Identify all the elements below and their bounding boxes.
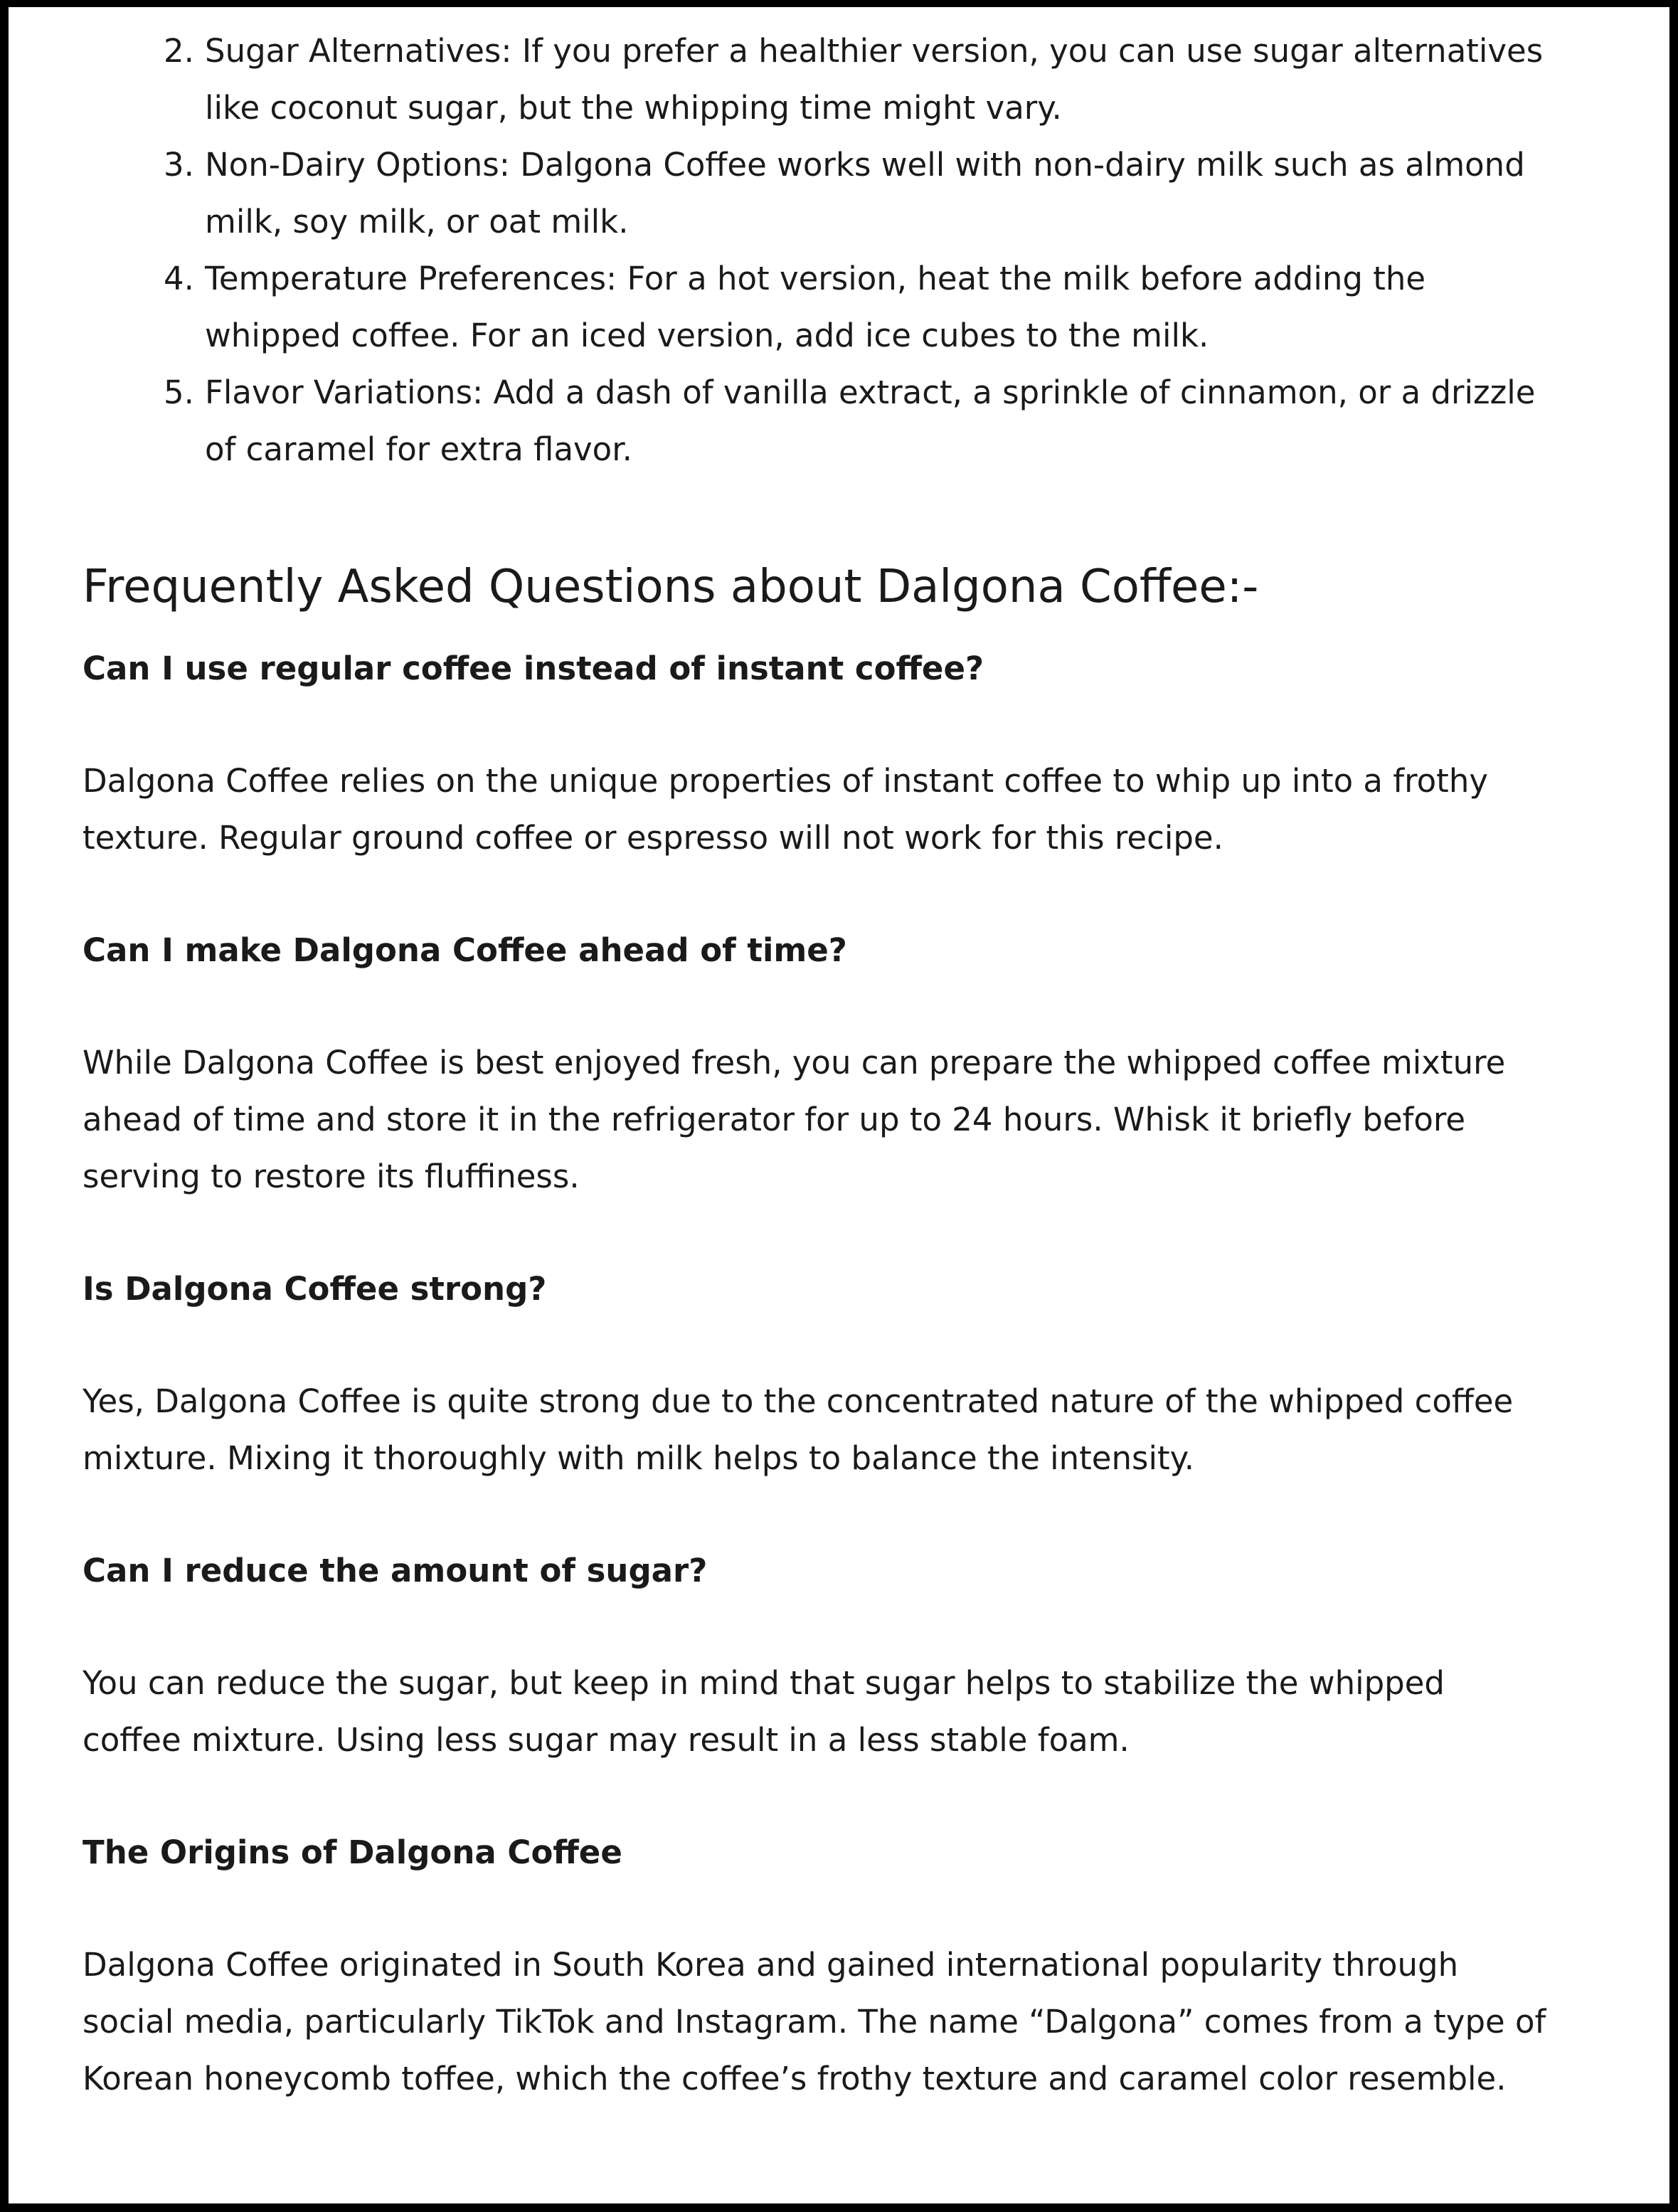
list-item — [164, 23, 1619, 137]
list-item — [164, 250, 1619, 364]
list-item-line: milk, soy milk, or oat milk. — [205, 203, 629, 240]
faq-question: The Origins of Dalgona Coffee — [83, 1833, 622, 1871]
list-item — [164, 137, 1619, 250]
list-item-number: 5. — [164, 374, 194, 411]
faq-answer-line: Dalgona Coffee relies on the unique properties of instant coffee to whip up into a frothy — [83, 762, 1488, 800]
faq-item — [83, 922, 1619, 1205]
faq-answer — [83, 1034, 1619, 1205]
list-item-line: like coconut sugar, but the whipping time might vary. — [205, 89, 1062, 127]
faq-question: Can I reduce the amount of sugar? — [83, 1552, 708, 1589]
list-item — [164, 364, 1619, 478]
faq-answer-line: texture. Regular ground coffee or espresso will not work for this recipe. — [83, 819, 1223, 857]
faq-heading: Frequently Asked Questions about Dalgona Coffee:- — [83, 561, 1259, 613]
list-item-line: whipped coffee. For an iced version, add ice cubes to the milk. — [205, 317, 1209, 354]
faq-answer — [83, 1373, 1619, 1487]
faq-question: Can I make Dalgona Coffee ahead of time? — [83, 931, 847, 969]
faq-answer-line: coffee mixture. Using less sugar may result in a less stable foam. — [83, 1721, 1130, 1759]
list-item-number: 4. — [164, 260, 194, 297]
faq-item — [83, 1542, 1619, 1769]
faq-item — [83, 1261, 1619, 1487]
list-item-line: of caramel for extra flavor. — [205, 430, 632, 468]
faq-answer-line: Yes, Dalgona Coffee is quite strong due to the concentrated nature of the whipped coffee — [83, 1382, 1514, 1420]
faq-answer — [83, 1655, 1619, 1769]
faq-answer — [83, 753, 1619, 867]
list-item-line: Non-Dairy Options: Dalgona Coffee works well with non-dairy milk such as almond — [205, 146, 1525, 184]
faq-answer — [83, 1937, 1619, 2107]
tips-list — [83, 23, 1619, 478]
list-item-line: Flavor Variations: Add a dash of vanilla extract, a sprinkle of cinnamon, or a drizzle — [205, 374, 1536, 411]
faq-item — [83, 1824, 1619, 2107]
faq-answer-line: Korean honeycomb toffee, which the coffee’s frothy texture and caramel color resemble. — [83, 2060, 1507, 2097]
faq-answer-line: While Dalgona Coffee is best enjoyed fresh, you can prepare the whipped coffee mixture — [83, 1044, 1506, 1081]
faq-answer-line: ahead of time and store it in the refrigerator for up to 24 hours. Whisk it briefly before — [83, 1101, 1466, 1138]
faq-answer-line: social media, particularly TikTok and Instagram. The name “Dalgona” comes from a type of — [83, 2003, 1546, 2041]
faq-item — [83, 640, 1619, 867]
faq-answer-line: serving to restore its fluffiness. — [83, 1158, 580, 1195]
faq-question: Is Dalgona Coffee strong? — [83, 1270, 547, 1308]
list-item-line: Sugar Alternatives: If you prefer a healthier version, you can use sugar alternatives — [205, 32, 1544, 70]
article-content — [83, 23, 1619, 2107]
list-item-number: 3. — [164, 146, 194, 184]
faq-answer-line: You can reduce the sugar, but keep in mind that sugar helps to stabilize the whipped — [83, 1664, 1445, 1702]
faq-answer-line: mixture. Mixing it thoroughly with milk helps to balance the intensity. — [83, 1439, 1195, 1477]
list-item-line: Temperature Preferences: For a hot version, heat the milk before adding the — [205, 260, 1426, 297]
list-item-number: 2. — [164, 32, 194, 70]
faq-question: Can I use regular coffee instead of instant coffee? — [83, 650, 984, 687]
faq-answer-line: Dalgona Coffee originated in South Korea and gained international popularity through — [83, 1946, 1459, 1984]
